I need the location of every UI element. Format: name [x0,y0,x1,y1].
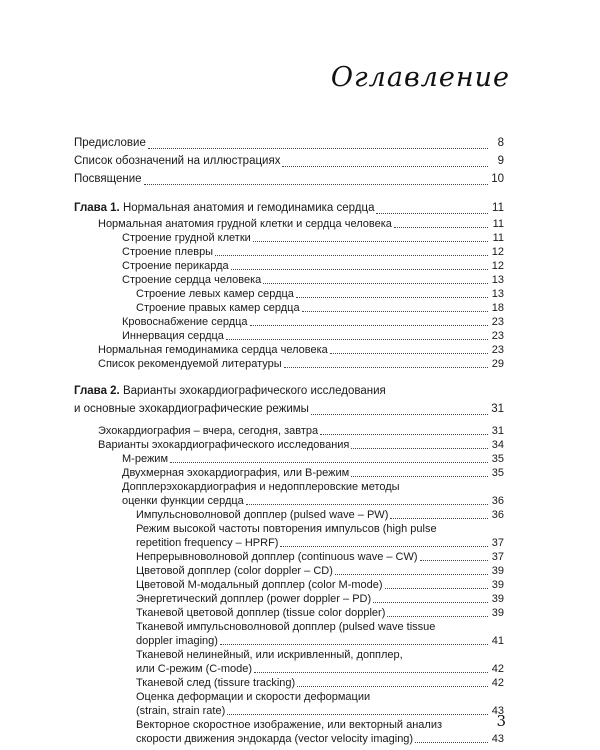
toc-entry-page: 9 [497,155,504,167]
toc-entry-title: repetition frequency – HPRF) [136,537,279,549]
toc-entry-page: 10 [491,173,504,185]
toc-entry-page: 23 [491,330,504,342]
toc-chapter-1[interactable] [74,199,504,217]
toc-entry-page: 35 [491,467,504,479]
dot-leader [335,574,488,575]
dot-leader [148,148,488,149]
toc-entry[interactable] [74,259,504,273]
dot-leader [220,644,488,645]
toc-entry-title: doppler imaging) [136,635,218,647]
toc-entry-title: оценки функции сердца [122,495,244,507]
toc-entry[interactable] [74,550,504,564]
toc-entry[interactable] [74,564,504,578]
toc-entry[interactable] [74,287,504,301]
toc-entry-line2 [136,536,504,550]
toc-entry-title: Строение плевры [122,246,214,258]
dot-leader [302,311,488,312]
dot-leader [394,227,488,228]
toc-entry-page: 43 [491,733,504,745]
toc-entry-dedication[interactable] [74,170,504,188]
toc-entry[interactable] [74,315,504,329]
toc-entry-title: Предисловие [74,137,146,149]
chapter-2-prefix: Глава 2. [74,385,120,397]
toc-entry-line2 [136,634,504,648]
toc-entry[interactable] [74,690,504,718]
toc-entry-page: 35 [491,453,504,465]
toc-entry-title: Двухмерная эхокардиография, или В-режим [122,467,350,479]
toc-entry-page: 43 [491,705,504,717]
dot-leader [420,560,488,561]
chapter-1-prefix: Глава 1. [74,202,120,214]
toc-entry-page: 37 [491,551,504,563]
toc-entry[interactable] [74,522,504,550]
toc-entry-title: Кровоснабжение сердца [122,316,248,328]
dot-leader [373,602,488,603]
chapter-1-heading [74,199,374,217]
toc-entry-title-line1: Тканевой нелинейный, или искривленный, допплер, [136,649,403,661]
section-gap [74,371,504,382]
toc-entry-title: Нормальная гемодинамика сердца человека [98,344,328,356]
toc-entry[interactable] [74,329,504,343]
toc-entry[interactable] [74,508,504,522]
toc-entry-title: Варианты эхокардиографического исследования [98,439,350,451]
toc-entry[interactable] [74,343,504,357]
toc-entry-page: 11 [492,218,504,230]
toc-entry-title-line1: Допплерэхокардиография и недопплеровские методы [122,481,400,493]
toc-entry-title: Строение перикарда [122,260,229,272]
dot-leader [250,325,488,326]
chapter-1-items [74,217,504,371]
chapter-2-heading-line1 [74,382,504,400]
toc-entry-title: Тканевой след (tissure tracking) [136,677,296,689]
dot-leader [215,255,488,256]
toc-entry-line2 [136,662,504,676]
table-of-contents [74,134,504,746]
toc-entry-page: 31 [491,403,504,415]
toc-entry-page: 41 [491,635,504,647]
page-title: Оглавление [330,62,510,93]
dot-leader [387,616,488,617]
dot-leader [385,588,488,589]
dot-leader [226,339,488,340]
toc-entry-title: Посвящение [74,173,142,185]
toc-entry-title: Строение грудной клетки [122,232,251,244]
chapter-2-title-line2: и основные эхокардиографические режимы [74,403,309,415]
toc-entry-line2 [122,494,504,508]
dot-leader [282,166,488,167]
toc-entry-title: М-режим [122,453,169,465]
dot-leader [231,269,488,270]
dot-leader [351,448,488,449]
toc-entry-page: 13 [491,274,504,286]
chapter-2-heading-line2 [74,400,504,418]
toc-entry[interactable] [74,245,504,259]
toc-entry-title: Непрерывноволновой допплер (continuous wave – CW) [136,551,418,563]
toc-entry[interactable] [74,273,504,287]
toc-entry-title: Список обозначений на иллюстрациях [74,155,281,167]
dot-leader [320,434,488,435]
toc-entry-title-line1: Оценка деформации и скорости деформации [136,691,371,703]
toc-entry[interactable] [74,231,504,245]
toc-entry-title: (strain, strain rate) [136,705,226,717]
dot-leader [170,462,488,463]
toc-entry[interactable] [74,301,504,315]
toc-entry-page: 42 [491,677,504,689]
toc-entry-title: Цветовой допплер (color doppler – CD) [136,565,333,577]
dot-leader [227,714,488,715]
dot-leader [263,283,488,284]
toc-entry[interactable] [74,424,504,438]
dot-leader [351,476,488,477]
toc-entry-title: Иннервация сердца [122,330,224,342]
toc-entry-page: 39 [491,607,504,619]
toc-entry-symbols[interactable] [74,152,504,170]
toc-entry[interactable] [74,217,504,231]
toc-entry-title: Эхокардиография – вчера, сегодня, завтра [98,425,319,437]
toc-entry-page: 39 [491,565,504,577]
toc-entry-line2 [136,704,504,718]
dot-leader [297,686,488,687]
toc-entry-page: 36 [491,509,504,521]
toc-entry-page: 8 [497,137,504,149]
dot-leader [253,241,488,242]
toc-entry[interactable] [74,452,504,466]
toc-entry-title: или С-режим (C-mode) [136,663,253,675]
dot-leader [311,414,488,415]
dot-leader [330,353,488,354]
page-number: 3 [496,712,506,730]
toc-entry-page: 23 [491,344,504,356]
toc-entry-page: 39 [491,593,504,605]
toc-entry[interactable] [74,357,504,371]
toc-entry[interactable] [74,620,504,648]
dot-leader [144,184,488,185]
toc-entry[interactable] [74,718,504,746]
toc-entry-title: Строение правых камер сердца [136,302,300,314]
toc-entry-page: 29 [491,358,504,370]
chapter-2-items [74,424,504,746]
toc-entry-page: 37 [491,537,504,549]
toc-entry[interactable] [74,606,504,620]
toc-entry-page: 39 [491,579,504,591]
dot-leader [284,367,488,368]
toc-entry-page: 12 [491,260,504,272]
toc-entry-title: Тканевой цветовой допплер (tissue color doppler) [136,607,386,619]
toc-entry-title-line1: Векторное скоростное изображение, или векторный анализ [136,719,443,731]
toc-entry[interactable] [74,480,504,508]
toc-entry-page: 34 [491,439,504,451]
dot-leader [296,297,488,298]
chapter-1-title: Нормальная анатомия и гемодинамика сердца [122,202,375,214]
toc-entry[interactable] [74,676,504,690]
toc-entry[interactable] [74,648,504,676]
toc-entry-title: Импульсноволновой допплер (pulsed wave – PW) [136,509,389,521]
dot-leader [415,742,488,743]
toc-entry-title: Список рекомендуемой литературы [98,358,282,370]
chapter-2-title-line1: Варианты эхокардиографического исследования [122,385,386,397]
toc-entry[interactable] [74,466,504,480]
toc-entry-page: 23 [491,316,504,328]
toc-entry-title: скорости движения эндокарда (vector velocity imaging) [136,733,414,745]
toc-entry-title: Энергетический допплер (power doppler – PD) [136,593,372,605]
toc-entry-page: 31 [491,425,504,437]
toc-entry-title: Цветовой М-модальный допплер (color M-mode) [136,579,383,591]
dot-leader [254,672,488,673]
toc-entry-page: 11 [492,232,504,244]
toc-entry[interactable] [74,438,504,452]
dot-leader [376,213,488,214]
dot-leader [390,518,488,519]
toc-chapter-2[interactable] [74,382,504,418]
toc-entry[interactable] [74,592,504,606]
toc-entry-line2 [136,732,504,746]
toc-entry-page: 42 [491,663,504,675]
toc-entry-preface[interactable] [74,134,504,152]
toc-entry-title-line1: Режим высокой частоты повторения импульсов (high pulse [136,523,437,535]
toc-entry-title: Строение левых камер сердца [136,288,294,300]
toc-entry-page: 36 [491,495,504,507]
toc-entry-title: Строение сердца человека [122,274,262,286]
dot-leader [246,504,488,505]
dot-leader [280,546,488,547]
toc-entry-page: 13 [491,288,504,300]
toc-entry-page: 18 [491,302,504,314]
toc-entry[interactable] [74,578,504,592]
toc-entry-page: 11 [492,202,504,214]
toc-entry-title-line1: Тканевой импульсноволновой допплер (pulsed wave tissue [136,621,436,633]
section-gap [74,188,504,199]
toc-entry-title: Нормальная анатомия грудной клетки и сердца человека [98,218,392,230]
toc-entry-page: 12 [491,246,504,258]
